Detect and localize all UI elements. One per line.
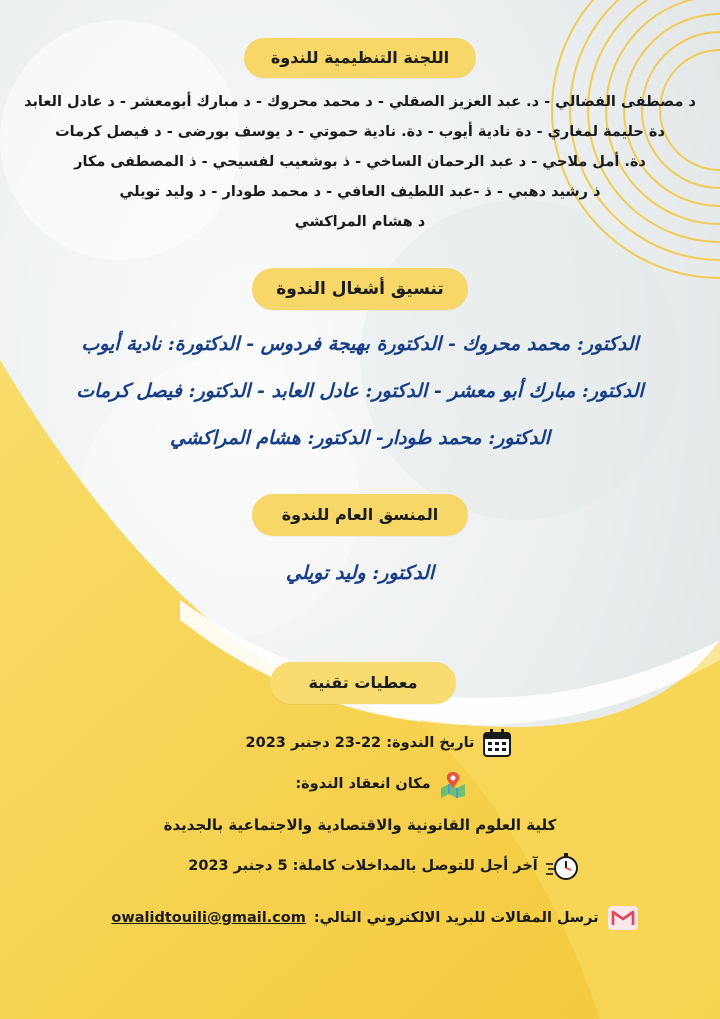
venue-label: مكان انعقاد الندوة: — [295, 776, 431, 792]
coordination-line-1: الدكتور: محمد محروك - الدكتورة بهيجة فردوس - الدكتورة: نادية أيوب — [81, 333, 639, 355]
committee-members-line-3: دة. أمل ملاحي - د عبد الرحمان الساخي - ذ بوشعيب لفسيحي - ذ المصطفى مكار — [74, 154, 646, 170]
organizing-committee-heading: اللجنة التنظيمية للندوة — [244, 38, 476, 78]
general-coordinator-name: الدكتور: وليد تويلي — [285, 562, 435, 584]
committee-members-line-5: د هشام المراكشي — [294, 214, 426, 230]
deadline-info — [170, 850, 598, 882]
email-link[interactable]: owalidtouili@gmail.com — [111, 910, 306, 926]
date-text: تاريخ الندوة: 22-23 دجنبر 2023 — [245, 735, 475, 751]
map-pin-icon — [439, 770, 467, 798]
committee-members-line-2: دة حليمة لمغاري - دة نادية أيوب - دة. نادية حموتي - د يوسف بورضى - د فيصل كرمات — [55, 124, 665, 140]
stopwatch-icon — [546, 850, 580, 882]
date-info — [240, 728, 518, 758]
gmail-icon — [607, 904, 639, 932]
calendar-icon — [482, 728, 512, 758]
deadline-text: آخر أجل للتوصل بالمداخلات كاملة: 5 دجنبر 2023 — [188, 858, 538, 874]
email-info — [100, 904, 650, 932]
technical-heading: معطيات تقنية — [270, 662, 456, 704]
venue-text: كلية العلوم القانونية والاقتصادية والاجتماعية بالجديدة — [163, 816, 557, 834]
general-coordinator-heading: المنسق العام للندوة — [252, 494, 468, 536]
committee-members-line-1: د مصطفى الفضالي - د. عبد العزيز الصقلي - د محمد محروك - د مبارك أبومعشر - د عادل العابد — [24, 94, 696, 110]
committee-members-line-4: ذ رشيد دهبي - ذ -عبد اللطيف العافي - د محمد طودار - د وليد تويلي — [119, 184, 601, 200]
venue-label-row — [286, 770, 476, 798]
coordination-heading: تنسيق أشغال الندوة — [252, 268, 468, 310]
coordination-line-2: الدكتور: مبارك أبو معشر - الدكتور: عادل العابد - الدكتور: فيصل كرمات — [76, 380, 644, 402]
email-label: ترسل المقالات للبريد الالكتروني التالي: — [313, 910, 599, 926]
coordination-line-3: الدكتور: محمد طودار- الدكتور: هشام المراكشي — [169, 427, 551, 449]
